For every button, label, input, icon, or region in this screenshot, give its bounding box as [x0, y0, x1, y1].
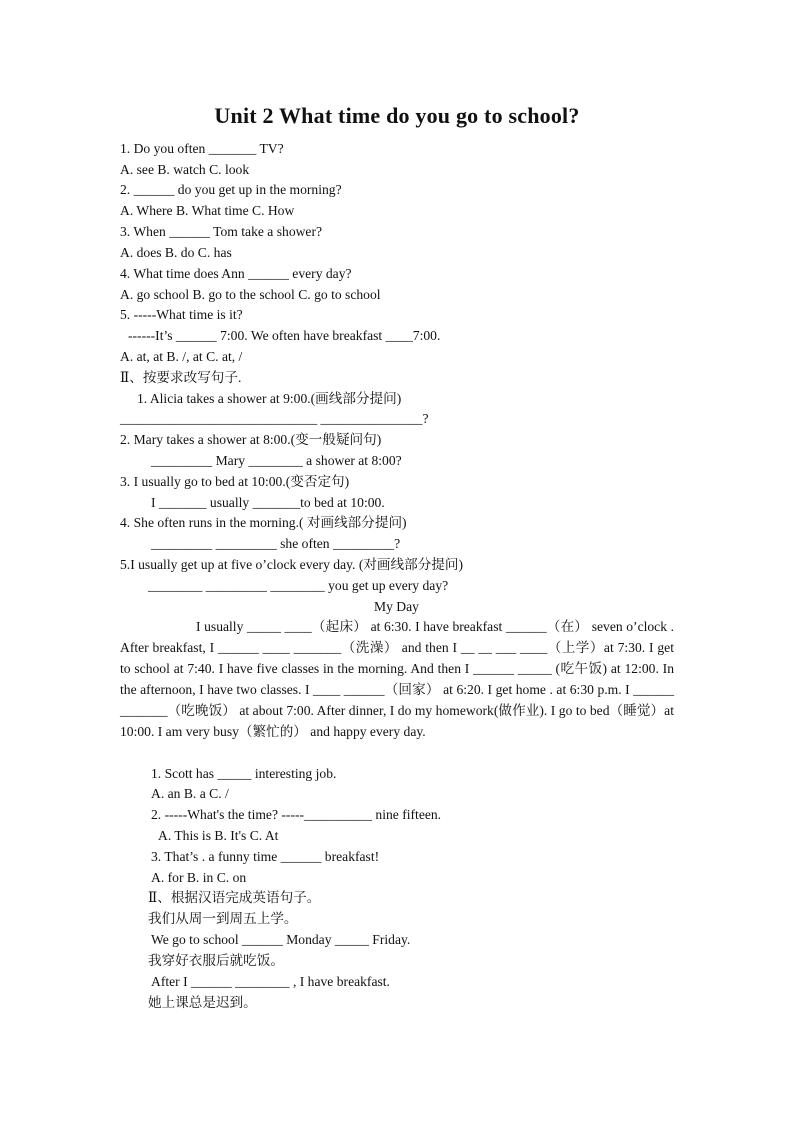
page-title: Unit 2 What time do you go to school? [214, 103, 580, 128]
line-r2: 2. Mary takes a shower at 8:00.(变一般疑问句) [120, 432, 382, 447]
line-q5-options: A. at, at B. /, at C. at, / [120, 349, 243, 364]
line-c1-en: We go to school ______ Monday _____ Friday. [151, 932, 411, 947]
line-e2: 2. -----What's the time? -----__________ nine fifteen. [151, 807, 442, 822]
line-q3: 3. When ______ Tom take a shower? [120, 224, 323, 239]
line-section2-heading: Ⅱ、按要求改写句子. [120, 370, 242, 385]
line-r4-blank: _________ _________ she often _________? [151, 536, 401, 551]
line-e2-options: A. This is B. It's C. At [158, 828, 279, 843]
line-q4: 4. What time does Ann ______ every day? [120, 266, 352, 281]
line-q5b: ------It’s ______ 7:00. We often have breakfast ____7:00. [128, 328, 441, 343]
line-r4: 4. She often runs in the morning.( 对画线部分提问) [120, 515, 407, 530]
line-q2: 2. ______ do you get up in the morning? [120, 182, 342, 197]
line-q5a: 5. -----What time is it? [120, 307, 243, 322]
line-q1: 1. Do you often _______ TV? [120, 141, 284, 156]
line-e1-options: A. an B. a C. / [151, 786, 229, 801]
line-q4-options: A. go school B. go to the school C. go to school [120, 287, 381, 302]
line-r3: 3. I usually go to bed at 10:00.(变否定句) [120, 474, 350, 489]
line-r3-blank: I _______ usually _______to bed at 10:00. [151, 495, 385, 510]
line-q1-options: A. see B. watch C. look [120, 162, 250, 177]
line-e3-options: A. for B. in C. on [151, 870, 247, 885]
line-r5-blank: ________ _________ ________ you get up every day? [148, 578, 449, 593]
line-r5: 5.I usually get up at five o’clock every day. (对画线部分提问) [120, 557, 464, 572]
line-c2-en: After I ______ ________ , I have breakfast. [151, 974, 390, 989]
line-passage-title: My Day [374, 599, 419, 614]
line-e3: 3. That’s . a funny time ______ breakfast! [151, 849, 380, 864]
passage-my-day [120, 617, 674, 742]
line-c1-cn: 我们从周一到周五上学。 [148, 911, 298, 926]
line-r1: 1. Alicia takes a shower at 9:00.(画线部分提问) [137, 391, 402, 406]
line-c3-cn: 她上课总是迟到。 [148, 995, 257, 1010]
line-e1: 1. Scott has _____ interesting job. [151, 766, 337, 781]
line-section3-heading: Ⅱ、根据汉语完成英语句子。 [148, 890, 321, 905]
line-q3-options: A. does B. do C. has [120, 245, 232, 260]
line-r1-blank: _____________________________ _______________? [120, 411, 429, 426]
line-q2-options: A. Where B. What time C. How [120, 203, 295, 218]
passage-text: I usually _____ ____（起床） at 6:30. I have breakfast ______（在） seven o’clock . After breakfast, I ______ ____ _______（洗澡） and then I __ __ ___ ____（上学）at 7:30. I get to school at 7:40. I have five classes in the morning. And then I ______ _____ (吃午饭) at 12:00. In the afternoon, I have two classes. I ____ ______（回家） at 6:20. I get home . at 6:30 p.m. I ______ _______（吃晚饭） at about 7:00. After dinner, I do my homework(做作业). I go to bed（睡觉）at 10:00. I am very busy（繁忙的） and happy every day. [120, 619, 674, 739]
line-r2-blank: _________ Mary ________ a shower at 8:00? [151, 453, 402, 468]
line-c2-cn: 我穿好衣服后就吃饭。 [148, 953, 284, 968]
